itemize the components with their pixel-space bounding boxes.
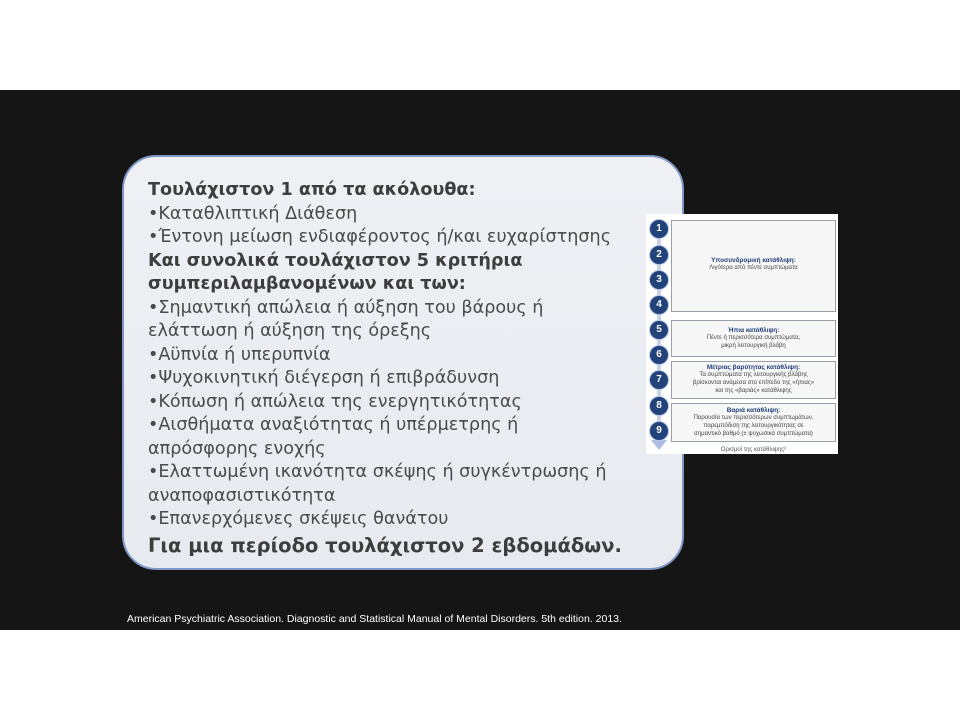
category-severe [671, 403, 836, 442]
step-number: 8 [649, 396, 669, 416]
category-subsyndromal [671, 220, 836, 312]
category-mild [671, 320, 836, 357]
symptom-item: •Σημαντική απώλεια ή αύξηση του βάρους ή [148, 297, 544, 318]
symptom-item: •Επανερχόμενες σκέψεις θανάτου [148, 509, 449, 529]
symptom-item: •Ελαττωμένη ικανότητα σκέψης ή συγκέντρωσης ή [148, 462, 607, 482]
category-description: και της «βαριάς» κατάθλιψης [715, 388, 792, 394]
dsm5-criteria-box [122, 155, 684, 570]
step-number: 4 [649, 295, 669, 315]
step-number: 5 [649, 320, 669, 340]
symptom-item: •Αισθήματα αναξιότητας ή υπέρμετρης ή [148, 415, 519, 435]
symptom-item: ελάττωση ή αύξηση της όρεξης [148, 321, 432, 341]
category-title: Βαριά κατάθλιψη: [726, 407, 781, 414]
symptom-item: αναποφασιστικότητα [148, 485, 336, 506]
category-description: Λιγότερα από πέντε συμπτώματα [709, 265, 798, 271]
down-arrow-icon [651, 440, 667, 450]
category-description: μικρή λειτουργική βλάβη [721, 343, 786, 349]
step-number: 3 [649, 270, 669, 290]
step-number: 6 [649, 345, 669, 365]
category-title: Ήπια κατάθλιψη: [727, 327, 780, 334]
step-number: 1 [649, 219, 669, 239]
category-description: βρίσκονται ανάμεσα στο επίπεδο της «ήπιας» [692, 380, 815, 386]
core-item: •Έντονη μείωση ενδιαφέροντος ή/και ευχαρίστησης [148, 227, 612, 247]
category-title: Υποσυνδρομική κατάθλιψη: [711, 257, 796, 264]
symptom-item: •Αϋπνία ή υπερυπνία [148, 344, 331, 365]
category-description: παρεμπόδιση της λειτουργικότητας σε [703, 423, 804, 429]
category-description: Παρουσία των περισσότερων συμπτωμάτων, [693, 415, 814, 421]
total-criteria-heading: Και συνολικά τουλάχιστον 5 κριτήρια [148, 250, 523, 271]
category-moderate [671, 361, 836, 399]
step-number: 2 [649, 245, 669, 265]
severity-definitions-panel [646, 214, 838, 454]
symptom-item: απρόσφορης ενοχής [148, 438, 326, 459]
core-item: •Καταθλιπτική Διάθεση [148, 203, 358, 224]
category-description: Τα συμπτώματα της λειτουργικής βλάβης [699, 372, 808, 378]
category-description: σημαντικό βαθμό (± ψυχωσικά συμπτώματα) [694, 431, 813, 437]
panel-caption: Ορισμοί της κατάθλιψης² [720, 447, 787, 453]
step-number: 9 [649, 421, 669, 441]
category-description: Πέντε ή περισσότερα συμπτώματα, [706, 335, 801, 341]
reference-citation: American Psychiatric Association. Diagnostic and Statistical Manual of Mental Disorders. 5th edition. 2013. [127, 613, 622, 625]
symptom-item: •Ψυχοκινητική διέγερση ή επιβράδυνση [148, 368, 500, 388]
step-number: 7 [649, 370, 669, 390]
criteria-heading: Τουλάχιστον 1 από τα ακόλουθα: [148, 180, 476, 200]
category-title: Μέτριας βαρύτητας κατάθλιψη: [706, 364, 801, 371]
symptom-item: •Κόπωση ή απώλεια της ενεργητικότητας [148, 391, 522, 412]
duration-statement: Για μια περίοδο τουλάχιστον 2 εβδομάδων. [148, 533, 622, 557]
total-criteria-heading: συμπεριλαμβανομένων και των: [148, 274, 466, 294]
